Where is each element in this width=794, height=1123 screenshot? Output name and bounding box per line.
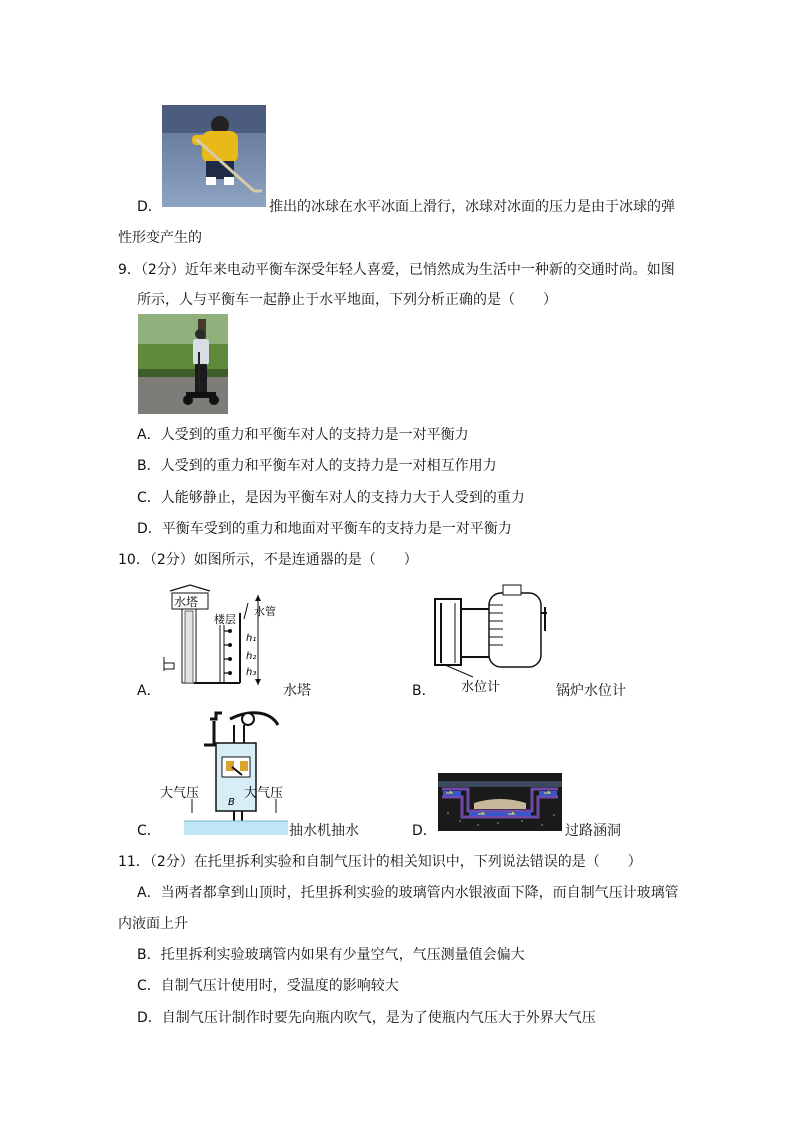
q10-option-a-caption: 水塔 bbox=[283, 683, 311, 699]
q11-option-d: D．自制气压计制作时要先向瓶内吹气，是为了使瓶内气压大于外界大气压 bbox=[137, 1010, 596, 1026]
q11-option-a-line1: A．当两者都拿到山顶时，托里拆利实验的玻璃管内水银液面下降，而自制气压计玻璃管 bbox=[137, 885, 679, 901]
q9-option-c: C．人能够静止，是因为平衡车对人的支持力大于人受到的重力 bbox=[137, 490, 525, 506]
q10-option-b-letter: B． bbox=[412, 683, 436, 699]
q10-option-c-caption: 抽水机抽水 bbox=[289, 823, 359, 839]
valve-b-label: B bbox=[228, 797, 235, 808]
water-pump-diagram bbox=[160, 705, 288, 835]
q10-option-a-letter: A． bbox=[137, 683, 161, 699]
q10-option-c-letter: C． bbox=[137, 823, 161, 839]
q9-stem-line2: 所示，人与平衡车一起静止于水平地面，下列分析正确的是（ ） bbox=[137, 292, 557, 308]
q10-option-b-caption: 锅炉水位计 bbox=[556, 683, 626, 699]
balance-scooter-photo bbox=[138, 314, 228, 414]
q10-option-d-letter: D． bbox=[412, 823, 437, 839]
q11-stem: 11．（2分）在托里拆利实验和自制气压计的相关知识中，下列说法错误的是（ ） bbox=[118, 854, 642, 870]
q8-option-d-letter: D． bbox=[137, 199, 162, 215]
hockey-photo bbox=[162, 105, 266, 207]
h3-label: h₃ bbox=[246, 667, 257, 678]
q9-option-b: B．人受到的重力和平衡车对人的支持力是一对相互作用力 bbox=[137, 458, 497, 474]
q10-option-d-caption: 过路涵洞 bbox=[565, 823, 621, 839]
q11-option-b: B．托里拆利实验玻璃管内如果有少量空气，气压测量值会偏大 bbox=[137, 947, 525, 963]
q8-option-d-text-line2: 性形变产生的 bbox=[118, 230, 202, 246]
q9-stem-line1: 9．（2分）近年来电动平衡车深受年轻人喜爱，已悄然成为生活中一种新的交通时尚。如图 bbox=[118, 262, 675, 278]
pipe-label: 水管 bbox=[254, 605, 276, 618]
q11-option-c: C．自制气压计使用时，受温度的影响较大 bbox=[137, 978, 399, 994]
q9-option-a: A．人受到的重力和平衡车对人的支持力是一对平衡力 bbox=[137, 427, 469, 443]
gauge-label: 水位计 bbox=[461, 680, 501, 695]
pressure-left-label: 大气压 bbox=[160, 786, 200, 801]
q11-option-a-line2: 内液面上升 bbox=[118, 916, 188, 932]
boiler-gauge-diagram bbox=[433, 583, 553, 695]
q10-stem: 10．（2分）如图所示，不是连通器的是（ ） bbox=[118, 552, 418, 568]
water-tower-diagram bbox=[160, 583, 282, 693]
q9-option-d: D．平衡车受到的重力和地面对平衡车的支持力是一对平衡力 bbox=[137, 521, 512, 537]
floor-label: 楼层 bbox=[214, 613, 236, 626]
h1-label: h₁ bbox=[246, 633, 257, 644]
h2-label: h₂ bbox=[246, 651, 257, 662]
culvert-diagram bbox=[438, 773, 562, 831]
water-tower-label: 水塔 bbox=[174, 595, 199, 609]
pressure-right-label: 大气压 bbox=[244, 786, 284, 801]
q8-option-d-text-line1: 推出的冰球在水平冰面上滑行，冰球对冰面的压力是由于冰球的弹 bbox=[269, 199, 675, 215]
